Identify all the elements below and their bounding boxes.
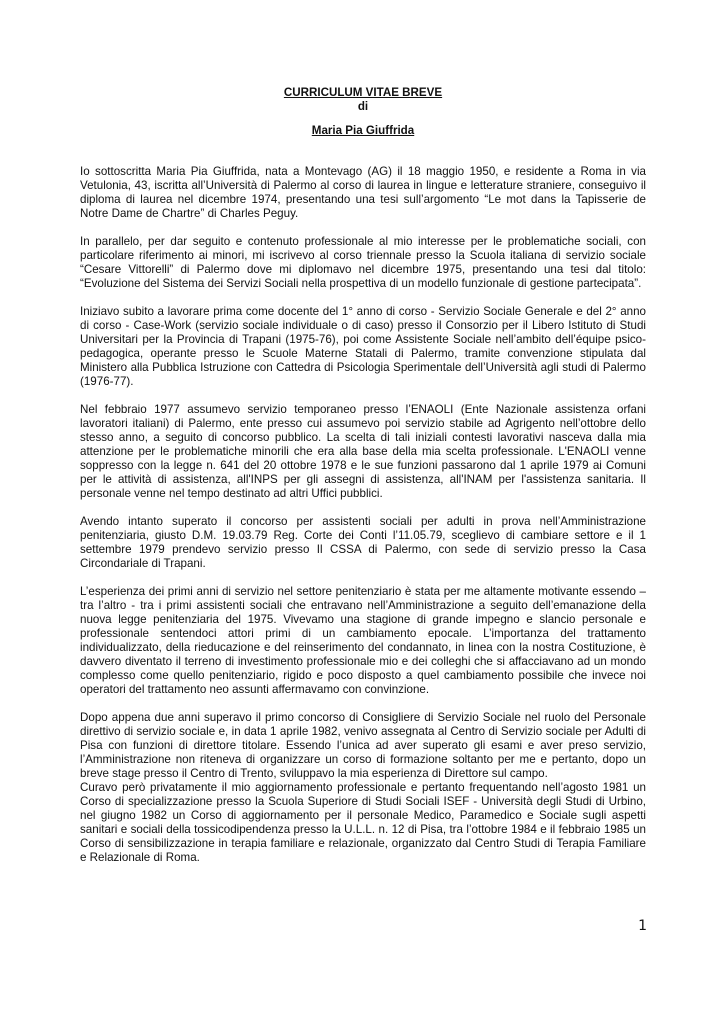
page-number: 1 bbox=[638, 918, 647, 934]
paragraph-early-work: Iniziavo subito a lavorare prima come docente del 1° anno di corso - Servizio Sociale Generale e del 2° anno di corso - Case-Work (servizio sociale individuale o di caso) presso il Consorzio per il Libero Istituto di Studi Universitari per la Provincia di Trapani (1975-76), poi come Assistente Sociale nell’ambito dell’équipe psico-pedagogica, operante presso le Scuole Materne Statali di Palermo, tramite convenzione stipulata dal Ministero alla Pubblica Istruzione con Cattedra di Psicologia Sperimentale dell’Università agli studi di Palermo (1976-77). bbox=[80, 305, 646, 388]
document-title: CURRICULUM VITAE BREVE bbox=[283, 86, 443, 99]
paragraph-social-work-diploma: In parallelo, per dar seguito e contenuto professionale al mio interesse per le problematiche sociali, con particolare riferimento ai minori, mi iscrivevo al corso triennale presso la Scuola italiana di servizio sociale “Cesare Vittorelli” di Palermo dove mi diplomavo nel dicembre 1975, presentando una tesi dal titolo: “Evoluzione del Sistema dei Servizi Sociali nella prospettiva di un modello funzionale di gestione partecipata”. bbox=[80, 235, 646, 290]
title-connector: di bbox=[357, 100, 369, 113]
paragraph-director-role: Dopo appena due anni superavo il primo concorso di Consigliere di Servizio Sociale nel ruolo del Personale direttivo di servizio sociale e, in data 1 aprile 1982, venivo assegnata al Centro di Servizio sociale per Adulti di Pisa con funzioni di direttore titolare. Essendo l’unica ad aver superato gli esami e aver preso servizio, l’Amministrazione non riteneva di organizzare un corso di formazione soltanto per me e pertanto, dopo un breve stage presso il Centro di Trento, sviluppavo la mia esperienza di Direttore sul campo. bbox=[80, 711, 646, 780]
paragraph-enaoli: Nel febbraio 1977 assumevo servizio temporaneo presso l’ENAOLI (Ente Nazionale assistenza orfani lavoratori italiani) di Palermo, ente presso cui assumevo poi servizio stabile ad Agrigento nell’ottobre dello stesso anno, a seguito di concorso pubblico. La scelta di tali iniziali contesti lavorativi nasceva dalla mia attenzione per le problematiche minorili che era alla base della mia scelta professionale. L'ENAOLI venne soppresso con la legge n. 641 del 20 ottobre 1978 e le sue funzioni passarono dal 1 aprile 1979 ai Comuni per le attività di assistenza, all'INPS per gli assegni di assistenza, all'INAM per l'assistenza sanitaria. Il personale venne nel tempo destinato ad altri Uffici pubblici. bbox=[80, 403, 646, 500]
document-page bbox=[80, 86, 646, 865]
paragraph-penitentiary-entry: Avendo intanto superato il concorso per assistenti sociali per adulti in prova nell’Amministrazione penitenziaria, giusto D.M. 19.03.79 Reg. Corte dei Conti l’11.05.79, sceglievo di cambiare settore e il 1 settembre 1979 prendevo servizio presso Il CSSA di Palermo, con sede di servizio presso la Casa Circondariale di Trapani. bbox=[80, 515, 646, 570]
author-name: Maria Pia Giuffrida bbox=[311, 124, 415, 137]
paragraph-training: Curavo però privatamente il mio aggiornamento professionale e pertanto frequentando nell’agosto 1981 un Corso di specializzazione presso la Scuola Superiore di Studi Sociali ISEF - Università degli Studi di Urbino, nel giugno 1982 un Corso di aggiornamento per il personale Medico, Paramedico e Sociale sugli aspetti sanitari e sociali della tossicodipendenza presso la U.L.L. n. 12 di Pisa, tra l’ottobre 1984 e il febbraio 1985 un Corso di sensibilizzazione in terapia familiare e relazionale, organizzato dal Centro Studi di Terapia Familiare e Relazionale di Roma. bbox=[80, 781, 646, 864]
paragraph-education: Io sottoscritta Maria Pia Giuffrida, nata a Montevago (AG) il 18 maggio 1950, e residente a Roma in via Vetulonia, 43, iscritta all’Università di Palermo al corso di laurea in lingue e letterature straniere, conseguivo il diploma di laurea nel dicembre 1974, presentando una tesi sull’argomento “Le mot dans la Tapisserie de Notre Dame de Chartre” di Charles Peguy. bbox=[80, 165, 646, 220]
paragraph-penitentiary-experience: L’esperienza dei primi anni di servizio nel settore penitenziario è stata per me altamente motivante essendo – tra l’altro - tra i primi assistenti sociali che entravano nell’Amministrazione a seguito dell’emanazione della nuova legge penitenziaria del 1975. Vivevamo una stagione di grande impegno e slancio personale e professionale sentendoci attori primi di un cambiamento epocale. L’importanza del trattamento individualizzato, della rieducazione e del reinserimento del condannato, in linea con la nostra Costituzione, è davvero diventato il terreno di investimento professionale mio e dei colleghi che si affacciavano ad un mondo complesso come quello penitenziario, rigido e poco disposto a quel cambiamento possibile che invece noi operatori del trattamento neo assunti affermavamo con convinzione. bbox=[80, 585, 646, 696]
